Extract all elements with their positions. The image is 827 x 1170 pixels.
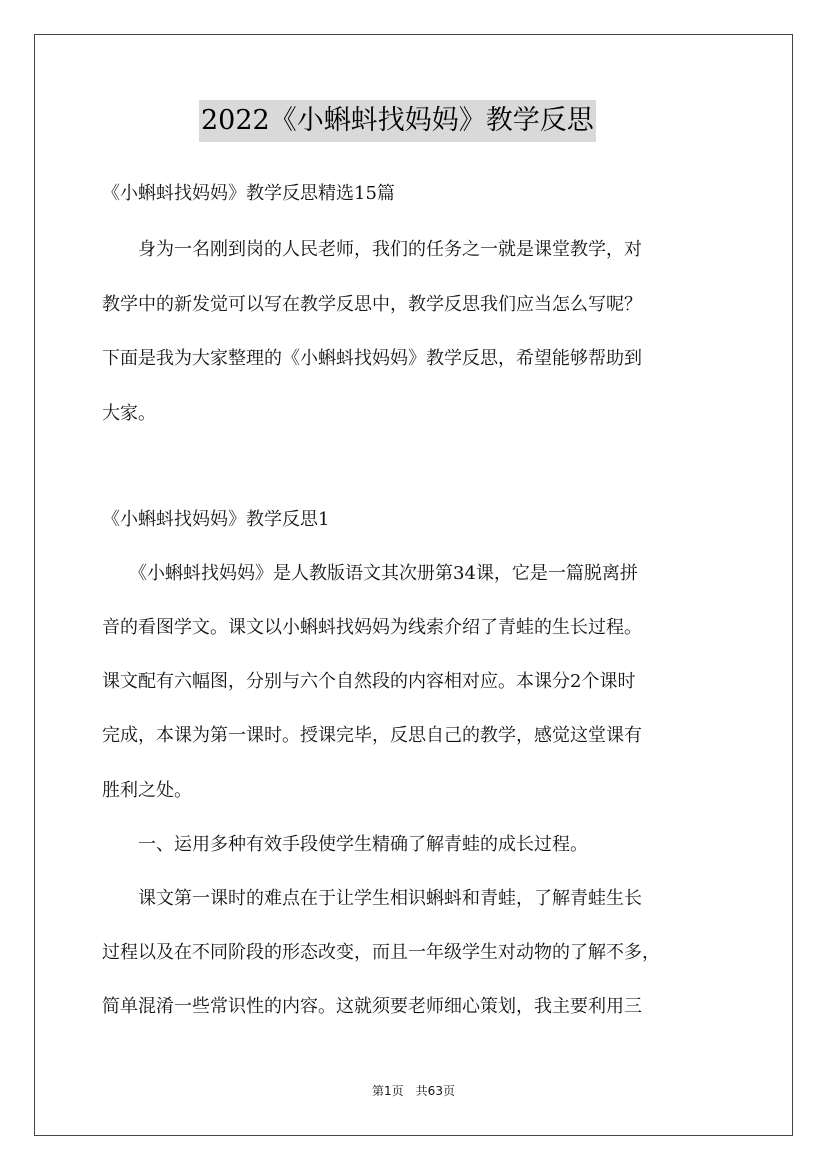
body-line: 《小蝌蚪找妈妈》是人教版语文其次册第34课，它是一篇脱离拼	[102, 563, 638, 584]
body-line: 完成，本课为第一课时。授课完毕，反思自己的教学，感觉这堂课有	[102, 725, 642, 746]
body-line: 简单混淆一些常识性的内容。这就须要老师细心策划，我主要利用三	[102, 996, 642, 1017]
section-heading: 《小蝌蚪找妈妈》教学反思1	[102, 509, 330, 530]
body-line: 大家。	[102, 403, 156, 424]
document-title: 2022《小蝌蚪找妈妈》教学反思	[199, 100, 596, 142]
body-line: 过程以及在不同阶段的形态改变，而且一年级学生对动物的了解不多，	[102, 942, 660, 963]
body-line: 下面是我为大家整理的《小蝌蚪找妈妈》教学反思，希望能够帮助到	[102, 348, 642, 369]
body-line: 教学中的新发觉可以写在教学反思中，教学反思我们应当怎么写呢？	[102, 294, 642, 315]
page-number: 第1页 共63页	[372, 1084, 455, 1098]
body-line: 课文配有六幅图，分别与六个自然段的内容相对应。本课分2个课时	[102, 671, 636, 692]
body-line: 身为一名刚到岗的人民老师，我们的任务之一就是课堂教学，对	[102, 239, 642, 260]
body-line: 音的看图学文。课文以小蝌蚪找妈妈为线索介绍了青蛙的生长过程。	[102, 617, 642, 638]
body-line: 课文第一课时的难点在于让学生相识蝌蚪和青蛙，了解青蛙生长	[102, 888, 642, 909]
body-line: 胜利之处。	[102, 780, 192, 801]
subtitle-line: 《小蝌蚪找妈妈》教学反思精选15篇	[102, 183, 395, 204]
body-line: 一、运用多种有效手段使学生精确了解青蛙的成长过程。	[102, 834, 588, 855]
